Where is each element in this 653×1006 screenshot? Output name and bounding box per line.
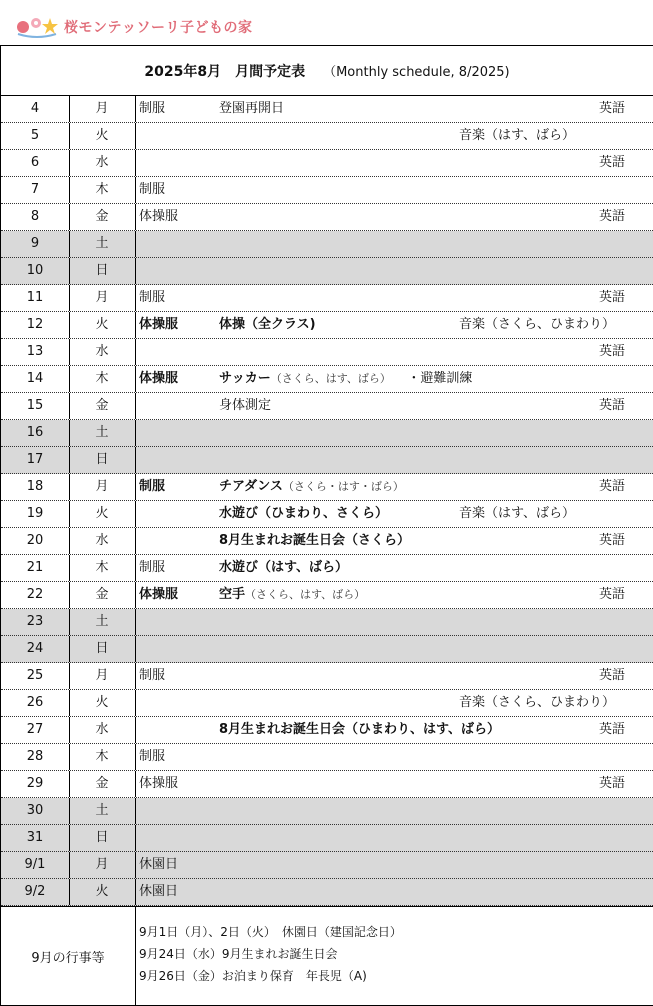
row-weekday: 月 <box>69 96 136 122</box>
schedule-row <box>1 879 653 906</box>
row-english: 英語 <box>599 209 626 224</box>
logo <box>14 12 253 42</box>
row-english: 英語 <box>599 533 626 548</box>
row-date: 12 <box>1 312 70 338</box>
row-event-classes: （さくら・はす・ばら） <box>282 480 404 493</box>
row-date: 13 <box>1 339 70 365</box>
row-uniform: 制服 <box>139 290 166 305</box>
row-event <box>219 96 284 122</box>
row-date: 26 <box>1 690 70 716</box>
row-date: 5 <box>1 123 70 149</box>
row-english: 英語 <box>599 722 626 737</box>
row-event <box>219 474 404 500</box>
row-uniform: 制服 <box>139 479 166 494</box>
row-uniform: 体操服 <box>139 776 179 791</box>
schedule-row <box>1 690 653 717</box>
row-weekday: 日 <box>69 636 136 662</box>
schedule-row <box>1 582 653 609</box>
schedule-rows <box>1 96 653 906</box>
row-weekday: 火 <box>69 312 136 338</box>
row-weekday: 木 <box>69 555 136 581</box>
row-date: 9/1 <box>1 852 70 878</box>
title-row <box>1 46 653 96</box>
row-english: 英語 <box>599 479 626 494</box>
row-weekday: 月 <box>69 285 136 311</box>
schedule-row <box>1 150 653 177</box>
row-weekday: 金 <box>69 204 136 230</box>
row-date: 10 <box>1 258 70 284</box>
row-date: 27 <box>1 717 70 743</box>
row-uniform: 制服 <box>139 182 166 197</box>
schedule-row <box>1 96 653 123</box>
schedule-row <box>1 663 653 690</box>
next-month-lines <box>139 921 402 987</box>
schedule-row <box>1 528 653 555</box>
row-date: 16 <box>1 420 70 446</box>
row-event <box>219 582 365 608</box>
row-date: 9/2 <box>1 879 70 905</box>
row-date: 22 <box>1 582 70 608</box>
row-event-title: サッカー <box>219 371 271 386</box>
row-uniform: 制服 <box>139 668 166 683</box>
schedule-row <box>1 825 653 852</box>
row-uniform: 制服 <box>139 101 166 116</box>
row-uniform: 体操服 <box>139 587 179 602</box>
row-event-title: チアダンス <box>219 479 283 494</box>
schedule-row <box>1 474 653 501</box>
row-music: 音楽（さくら、ひまわり） <box>459 317 616 332</box>
row-weekday: 土 <box>69 420 136 446</box>
row-event <box>219 717 500 743</box>
row-date: 25 <box>1 663 70 689</box>
logo-flower-icon <box>14 14 60 40</box>
row-date: 11 <box>1 285 70 311</box>
row-weekday: 土 <box>69 609 136 635</box>
schedule-row <box>1 501 653 528</box>
row-weekday: 土 <box>69 798 136 824</box>
row-event-title: 体操（全クラス) <box>219 317 316 332</box>
next-month-label: 9月の行事等 <box>1 907 136 1005</box>
row-date: 28 <box>1 744 70 770</box>
row-date: 31 <box>1 825 70 851</box>
next-month-events <box>1 906 653 1006</box>
row-weekday: 火 <box>69 690 136 716</box>
row-event-title: 登園再開日 <box>219 101 285 116</box>
row-english: 英語 <box>599 398 626 413</box>
schedule-row <box>1 258 653 285</box>
row-date: 18 <box>1 474 70 500</box>
row-event <box>219 312 316 338</box>
row-weekday: 金 <box>69 393 136 419</box>
row-weekday: 金 <box>69 771 136 797</box>
schedule-row <box>1 771 653 798</box>
row-date: 21 <box>1 555 70 581</box>
row-date: 23 <box>1 609 70 635</box>
next-month-line: 9月26日（金）お泊まり保育 年長児（A) <box>139 969 367 983</box>
row-weekday: 火 <box>69 123 136 149</box>
row-event-extra: ・避難訓練 <box>407 371 473 386</box>
row-date: 4 <box>1 96 70 122</box>
row-weekday: 木 <box>69 744 136 770</box>
schedule-row <box>1 744 653 771</box>
row-date: 9 <box>1 231 70 257</box>
row-weekday: 金 <box>69 582 136 608</box>
row-date: 29 <box>1 771 70 797</box>
row-event-title: 身体測定 <box>219 398 272 413</box>
row-event-title: 8月生まれお誕生日会（さくら） <box>219 533 411 548</box>
row-music: 音楽（はす、ばら） <box>459 128 575 143</box>
row-english: 英語 <box>599 587 626 602</box>
row-date: 20 <box>1 528 70 554</box>
row-weekday: 日 <box>69 447 136 473</box>
schedule-row <box>1 312 653 339</box>
row-event <box>219 555 348 581</box>
schedule-row <box>1 717 653 744</box>
schedule-row <box>1 339 653 366</box>
row-weekday: 月 <box>69 852 136 878</box>
row-weekday: 火 <box>69 501 136 527</box>
row-event-classes: （さくら、はす、ばら） <box>270 372 386 385</box>
row-weekday: 月 <box>69 663 136 689</box>
schedule-row <box>1 285 653 312</box>
row-uniform: 制服 <box>139 560 166 575</box>
row-weekday: 水 <box>69 717 136 743</box>
row-weekday: 日 <box>69 258 136 284</box>
schedule-row <box>1 420 653 447</box>
row-weekday: 水 <box>69 339 136 365</box>
row-uniform: 体操服 <box>139 209 179 224</box>
row-weekday: 日 <box>69 825 136 851</box>
row-english: 英語 <box>599 101 626 116</box>
row-uniform: 休園日 <box>139 857 179 872</box>
row-event-title: 水遊び（ひまわり、さくら） <box>219 506 389 521</box>
row-weekday: 水 <box>69 150 136 176</box>
schedule-sheet <box>0 45 653 1006</box>
row-uniform: 制服 <box>139 749 166 764</box>
row-english: 英語 <box>599 668 626 683</box>
row-weekday: 木 <box>69 366 136 392</box>
schedule-row <box>1 609 653 636</box>
row-date: 7 <box>1 177 70 203</box>
schedule-row <box>1 636 653 663</box>
row-date: 19 <box>1 501 70 527</box>
schedule-row <box>1 366 653 393</box>
row-english: 英語 <box>599 290 626 305</box>
logo-text: 桜モンテッソーリ子どもの家 <box>64 20 253 36</box>
row-date: 17 <box>1 447 70 473</box>
schedule-row <box>1 204 653 231</box>
schedule-row <box>1 123 653 150</box>
row-music: 音楽（さくら、ひまわり） <box>459 695 616 710</box>
next-month-line: 9月24日（水）9月生まれお誕生日会 <box>139 947 338 961</box>
row-event <box>219 366 472 392</box>
row-date: 30 <box>1 798 70 824</box>
row-english: 英語 <box>599 776 626 791</box>
row-date: 14 <box>1 366 70 392</box>
row-date: 8 <box>1 204 70 230</box>
row-weekday: 水 <box>69 528 136 554</box>
row-event-title: 水遊び（はす、ばら） <box>219 560 348 575</box>
row-weekday: 月 <box>69 474 136 500</box>
row-date: 15 <box>1 393 70 419</box>
schedule-row <box>1 555 653 582</box>
row-uniform: 休園日 <box>139 884 179 899</box>
schedule-row <box>1 447 653 474</box>
row-event-title: 空手 <box>219 587 246 602</box>
row-event <box>219 501 388 527</box>
row-music: 音楽（はす、ばら） <box>459 506 575 521</box>
schedule-row <box>1 393 653 420</box>
schedule-row <box>1 852 653 879</box>
row-weekday: 火 <box>69 879 136 905</box>
row-english: 英語 <box>599 155 626 170</box>
row-event-title: 8月生まれお誕生日会（ひまわり、はす、ばら） <box>219 722 501 737</box>
row-date: 6 <box>1 150 70 176</box>
next-month-line: 9月1日（月）、2日（火） 休園日（建国記念日） <box>139 925 402 939</box>
schedule-row <box>1 231 653 258</box>
schedule-row <box>1 798 653 825</box>
row-uniform: 体操服 <box>139 317 179 332</box>
row-english: 英語 <box>599 344 626 359</box>
row-event <box>219 393 271 419</box>
row-event <box>219 528 410 554</box>
row-date: 24 <box>1 636 70 662</box>
row-uniform: 体操服 <box>139 371 179 386</box>
page-title: 2025年8月 月間予定表 <box>144 63 306 80</box>
row-weekday: 土 <box>69 231 136 257</box>
row-weekday: 木 <box>69 177 136 203</box>
schedule-row <box>1 177 653 204</box>
row-event-classes: （さくら、はす、ばら） <box>245 588 366 601</box>
page-subtitle: （Monthly schedule, 8/2025) <box>323 65 510 80</box>
